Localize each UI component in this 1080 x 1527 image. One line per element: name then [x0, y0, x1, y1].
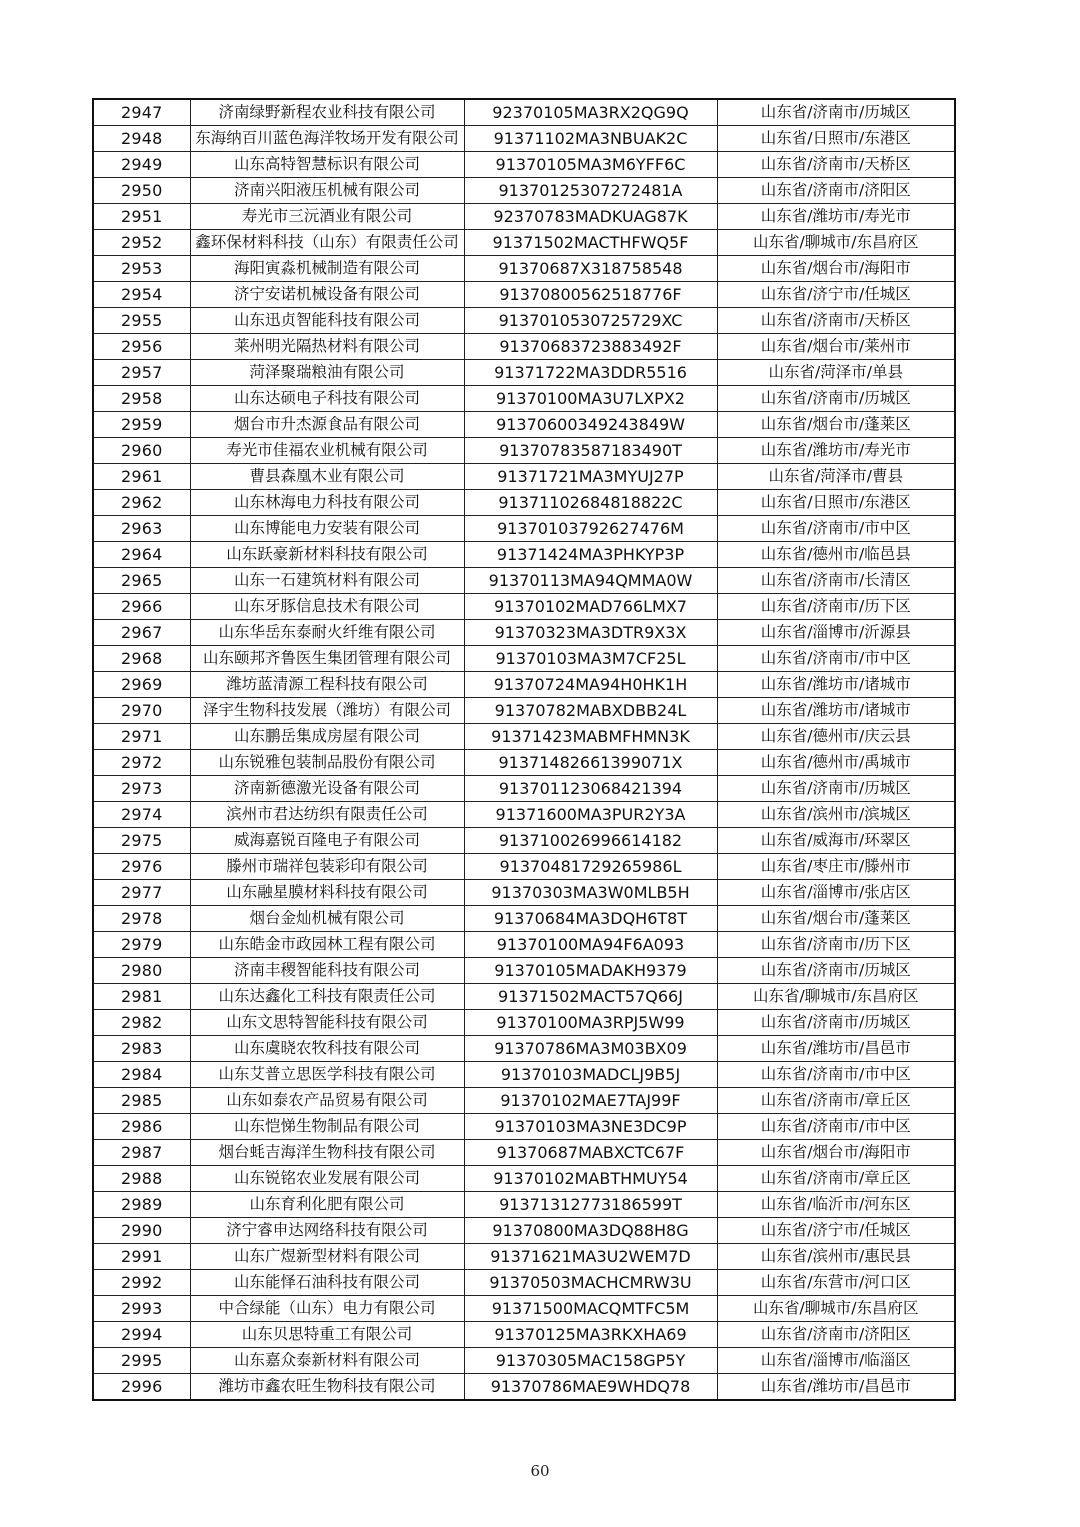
company-name-cell: 济宁安诺机械设备有限公司 [190, 282, 464, 308]
company-name-cell: 济南绿野新程农业科技有限公司 [190, 99, 464, 126]
credit-code-cell: 91370305MAC158GP5Y [464, 1348, 717, 1374]
company-name-cell: 山东皓金市政园林工程有限公司 [190, 932, 464, 958]
region-cell: 山东省/济南市/市中区 [717, 1062, 955, 1088]
table-row [93, 672, 955, 698]
table-row [93, 802, 955, 828]
credit-code-cell: 91370684MA3DQH6T8T [464, 906, 717, 932]
company-name-cell: 滨州市君达纺织有限责任公司 [190, 802, 464, 828]
serial-number-cell: 2965 [93, 568, 190, 594]
credit-code-cell: 91370105MA3M6YFF6C [464, 152, 717, 178]
serial-number-cell: 2985 [93, 1088, 190, 1114]
region-cell: 山东省/聊城市/东昌府区 [717, 1296, 955, 1322]
credit-code-cell: 91370683723883492F [464, 334, 717, 360]
credit-code-cell: 91370782MABXDBB24L [464, 698, 717, 724]
serial-number-cell: 2970 [93, 698, 190, 724]
serial-number-cell: 2972 [93, 750, 190, 776]
table-row [93, 334, 955, 360]
company-name-cell: 烟台金灿机械有限公司 [190, 906, 464, 932]
table-row [93, 126, 955, 152]
table-row [93, 1270, 955, 1296]
credit-code-cell: 92370105MA3RX2QG9Q [464, 99, 717, 126]
serial-number-cell: 2960 [93, 438, 190, 464]
table-row [93, 386, 955, 412]
serial-number-cell: 2962 [93, 490, 190, 516]
region-cell: 山东省/济南市/天桥区 [717, 308, 955, 334]
company-name-cell: 山东达硕电子科技有限公司 [190, 386, 464, 412]
company-name-cell: 菏泽聚瑞粮油有限公司 [190, 360, 464, 386]
table-row [93, 776, 955, 802]
region-cell: 山东省/德州市/庆云县 [717, 724, 955, 750]
serial-number-cell: 2969 [93, 672, 190, 698]
company-name-cell: 山东贝思特重工有限公司 [190, 1322, 464, 1348]
table-row [93, 308, 955, 334]
credit-code-cell: 91370125307272481A [464, 178, 717, 204]
region-cell: 山东省/烟台市/蓬莱区 [717, 906, 955, 932]
region-cell: 山东省/济南市/历城区 [717, 958, 955, 984]
company-name-cell: 寿光市佳福农业机械有限公司 [190, 438, 464, 464]
region-cell: 山东省/潍坊市/昌邑市 [717, 1036, 955, 1062]
company-name-cell: 山东颐邦齐鲁医生集团管理有限公司 [190, 646, 464, 672]
serial-number-cell: 2993 [93, 1296, 190, 1322]
serial-number-cell: 2961 [93, 464, 190, 490]
company-name-cell: 山东虞晓农牧科技有限公司 [190, 1036, 464, 1062]
serial-number-cell: 2989 [93, 1192, 190, 1218]
credit-code-cell: 91370100MA3U7LXPX2 [464, 386, 717, 412]
table-row [93, 412, 955, 438]
table-row [93, 1244, 955, 1270]
table-row [93, 152, 955, 178]
serial-number-cell: 2967 [93, 620, 190, 646]
credit-code-cell: 91371102684818822C [464, 490, 717, 516]
serial-number-cell: 2981 [93, 984, 190, 1010]
credit-code-cell: 91371722MA3DDR5516 [464, 360, 717, 386]
company-name-cell: 滕州市瑞祥包装彩印有限公司 [190, 854, 464, 880]
credit-code-cell: 91370100MA94F6A093 [464, 932, 717, 958]
company-name-cell: 山东华岳东泰耐火纤维有限公司 [190, 620, 464, 646]
table-row [93, 1088, 955, 1114]
serial-number-cell: 2979 [93, 932, 190, 958]
serial-number-cell: 2947 [93, 99, 190, 126]
table-row [93, 282, 955, 308]
credit-code-cell: 91370102MAE7TAJ99F [464, 1088, 717, 1114]
company-name-cell: 山东迅贞智能科技有限公司 [190, 308, 464, 334]
serial-number-cell: 2982 [93, 1010, 190, 1036]
table-row [93, 1114, 955, 1140]
serial-number-cell: 2948 [93, 126, 190, 152]
credit-code-cell: 91370125MA3RKXHA69 [464, 1322, 717, 1348]
serial-number-cell: 2951 [93, 204, 190, 230]
serial-number-cell: 2978 [93, 906, 190, 932]
table-row [93, 724, 955, 750]
serial-number-cell: 2976 [93, 854, 190, 880]
region-cell: 山东省/济南市/历下区 [717, 594, 955, 620]
region-cell: 山东省/济南市/长清区 [717, 568, 955, 594]
credit-code-cell: 91371600MA3PUR2Y3A [464, 802, 717, 828]
region-cell: 山东省/日照市/东港区 [717, 126, 955, 152]
credit-code-cell: 91370783587183490T [464, 438, 717, 464]
table-row [93, 880, 955, 906]
table-row [93, 646, 955, 672]
company-name-cell: 山东恺悌生物制品有限公司 [190, 1114, 464, 1140]
credit-code-cell: 91370481729265986L [464, 854, 717, 880]
region-cell: 山东省/淄博市/临淄区 [717, 1348, 955, 1374]
credit-code-cell: 91370105MADAKH9379 [464, 958, 717, 984]
region-cell: 山东省/济南市/历城区 [717, 99, 955, 126]
credit-code-cell: 91371002699661418​2 [464, 828, 717, 854]
company-name-cell: 海阳寅淼机械制造有限公司 [190, 256, 464, 282]
credit-code-cell: 91370103MA3NE3DC9P [464, 1114, 717, 1140]
credit-code-cell: 91370786MA3M03BX09 [464, 1036, 717, 1062]
table-row [93, 516, 955, 542]
table-row [93, 542, 955, 568]
company-name-cell: 山东高特智慧标识有限公司 [190, 152, 464, 178]
region-cell: 山东省/济南市/济阳区 [717, 178, 955, 204]
credit-code-cell: 91370113MA94QMMA0W [464, 568, 717, 594]
credit-code-cell: 91370800MA3DQ88H8G [464, 1218, 717, 1244]
region-cell: 山东省/济南市/天桥区 [717, 152, 955, 178]
serial-number-cell: 2954 [93, 282, 190, 308]
table-row [93, 464, 955, 490]
region-cell: 山东省/烟台市/海阳市 [717, 256, 955, 282]
company-name-cell: 山东牙豚信息技术有限公司 [190, 594, 464, 620]
serial-number-cell: 2949 [93, 152, 190, 178]
table-row [93, 1374, 955, 1401]
serial-number-cell: 2991 [93, 1244, 190, 1270]
table-row [93, 360, 955, 386]
region-cell: 山东省/济南市/市中区 [717, 516, 955, 542]
company-name-cell: 潍坊市鑫农旺生物科技有限公司 [190, 1374, 464, 1401]
region-cell: 山东省/聊城市/东昌府区 [717, 984, 955, 1010]
table-row [93, 204, 955, 230]
region-cell: 山东省/潍坊市/寿光市 [717, 204, 955, 230]
company-list-table [92, 98, 956, 1401]
table-row [93, 230, 955, 256]
company-name-cell: 山东林海电力科技有限公司 [190, 490, 464, 516]
credit-code-cell: 91370687MABXCTC67F [464, 1140, 717, 1166]
credit-code-cell: 91371721MA3MYUJ27P [464, 464, 717, 490]
company-name-cell: 寿光市三沅酒业有限公司 [190, 204, 464, 230]
credit-code-cell: 91370503MACHCMRW3U [464, 1270, 717, 1296]
serial-number-cell: 2966 [93, 594, 190, 620]
company-name-cell: 泽宇生物科技发展（潍坊）有限公司 [190, 698, 464, 724]
region-cell: 山东省/济南市/市中区 [717, 1114, 955, 1140]
company-name-cell: 山东如泰农产品贸易有限公司 [190, 1088, 464, 1114]
table-row [93, 1192, 955, 1218]
region-cell: 山东省/济南市/历城区 [717, 386, 955, 412]
region-cell: 山东省/烟台市/海阳市 [717, 1140, 955, 1166]
serial-number-cell: 2955 [93, 308, 190, 334]
company-name-cell: 山东跃豪新材料科技有限公司 [190, 542, 464, 568]
table-row [93, 99, 955, 126]
credit-code-cell: 91371500MACQMTFC5M [464, 1296, 717, 1322]
serial-number-cell: 2974 [93, 802, 190, 828]
credit-code-cell: 91370323MA3DTR9X3X [464, 620, 717, 646]
region-cell: 山东省/济宁市/任城区 [717, 1218, 955, 1244]
table-row [93, 1296, 955, 1322]
company-name-cell: 山东能怿石油科技有限公司 [190, 1270, 464, 1296]
table-row [93, 958, 955, 984]
credit-code-cell: 91370687X318758548 [464, 256, 717, 282]
serial-number-cell: 2990 [93, 1218, 190, 1244]
region-cell: 山东省/济南市/历城区 [717, 1010, 955, 1036]
credit-code-cell: 92370783MADKUAG87K [464, 204, 717, 230]
region-cell: 山东省/临沂市/河东区 [717, 1192, 955, 1218]
company-name-cell: 山东广煜新型材料有限公司 [190, 1244, 464, 1270]
region-cell: 山东省/德州市/禹城市 [717, 750, 955, 776]
region-cell: 山东省/济南市/章丘区 [717, 1088, 955, 1114]
table-row [93, 984, 955, 1010]
region-cell: 山东省/济南市/章丘区 [717, 1166, 955, 1192]
credit-code-cell: 91370112306842139​4 [464, 776, 717, 802]
serial-number-cell: 2995 [93, 1348, 190, 1374]
company-name-cell: 威海嘉锐百隆电子有限公司 [190, 828, 464, 854]
credit-code-cell: 91371621MA3U2WEM7D [464, 1244, 717, 1270]
company-name-cell: 山东嘉众泰新材料有限公司 [190, 1348, 464, 1374]
table-body [93, 99, 955, 1400]
region-cell: 山东省/威海市/环翠区 [717, 828, 955, 854]
table-row [93, 932, 955, 958]
company-name-cell: 鑫环保材料科技（山东）有限责任公司 [190, 230, 464, 256]
credit-code-cell: 91371502MACT57Q66J [464, 984, 717, 1010]
table-row [93, 490, 955, 516]
serial-number-cell: 2956 [93, 334, 190, 360]
company-name-cell: 曹县森凰木业有限公司 [190, 464, 464, 490]
serial-number-cell: 2988 [93, 1166, 190, 1192]
company-name-cell: 中合绿能（山东）电力有限公司 [190, 1296, 464, 1322]
region-cell: 山东省/济南市/历城区 [717, 776, 955, 802]
company-name-cell: 济宁睿申达网络科技有限公司 [190, 1218, 464, 1244]
region-cell: 山东省/淄博市/沂源县 [717, 620, 955, 646]
table-row [93, 178, 955, 204]
table-row [93, 1322, 955, 1348]
region-cell: 山东省/潍坊市/诸城市 [717, 672, 955, 698]
table-row [93, 828, 955, 854]
company-name-cell: 山东文思特智能科技有限公司 [190, 1010, 464, 1036]
company-name-cell: 山东锐铭农业发展有限公司 [190, 1166, 464, 1192]
company-name-cell: 济南兴阳液压机械有限公司 [190, 178, 464, 204]
serial-number-cell: 2983 [93, 1036, 190, 1062]
region-cell: 山东省/滨州市/惠民县 [717, 1244, 955, 1270]
region-cell: 山东省/东营市/河口区 [717, 1270, 955, 1296]
credit-code-cell: 91370100MA3RPJ5W99 [464, 1010, 717, 1036]
region-cell: 山东省/济南市/历下区 [717, 932, 955, 958]
region-cell: 山东省/潍坊市/昌邑市 [717, 1374, 955, 1401]
company-name-cell: 东海纳百川蓝色海洋牧场开发有限公司 [190, 126, 464, 152]
table-row [93, 1140, 955, 1166]
serial-number-cell: 2977 [93, 880, 190, 906]
credit-code-cell: 9137010530725729XC [464, 308, 717, 334]
company-name-cell: 山东融星膜材料科技有限公司 [190, 880, 464, 906]
serial-number-cell: 2980 [93, 958, 190, 984]
company-name-cell: 山东一石建筑材料有限公司 [190, 568, 464, 594]
company-name-cell: 山东达鑫化工科技有限责任公司 [190, 984, 464, 1010]
serial-number-cell: 2952 [93, 230, 190, 256]
table-row [93, 256, 955, 282]
credit-code-cell: 91371424MA3PHKYP3P [464, 542, 717, 568]
company-name-cell: 烟台蚝吉海洋生物科技有限公司 [190, 1140, 464, 1166]
region-cell: 山东省/菏泽市/单县 [717, 360, 955, 386]
region-cell: 山东省/菏泽市/曹县 [717, 464, 955, 490]
credit-code-cell: 91370786MAE9WHDQ78 [464, 1374, 717, 1401]
credit-code-cell: 91371102MA3NBUAK2C [464, 126, 717, 152]
region-cell: 山东省/烟台市/莱州市 [717, 334, 955, 360]
credit-code-cell: 91371502MACTHFWQ5F [464, 230, 717, 256]
region-cell: 山东省/淄博市/张店区 [717, 880, 955, 906]
company-name-cell: 山东锐雅包装制品股份有限公司 [190, 750, 464, 776]
serial-number-cell: 2964 [93, 542, 190, 568]
table-row [93, 568, 955, 594]
region-cell: 山东省/日照市/东港区 [717, 490, 955, 516]
credit-code-cell: 91371312773186599T [464, 1192, 717, 1218]
serial-number-cell: 2975 [93, 828, 190, 854]
company-name-cell: 莱州明光隔热材料有限公司 [190, 334, 464, 360]
region-cell: 山东省/潍坊市/诸城市 [717, 698, 955, 724]
table-row [93, 750, 955, 776]
company-name-cell: 山东育利化肥有限公司 [190, 1192, 464, 1218]
serial-number-cell: 2996 [93, 1374, 190, 1401]
serial-number-cell: 2994 [93, 1322, 190, 1348]
company-name-cell: 山东艾普立思医学科技有限公司 [190, 1062, 464, 1088]
region-cell: 山东省/潍坊市/寿光市 [717, 438, 955, 464]
region-cell: 山东省/枣庄市/滕州市 [717, 854, 955, 880]
serial-number-cell: 2973 [93, 776, 190, 802]
region-cell: 山东省/德州市/临邑县 [717, 542, 955, 568]
serial-number-cell: 2987 [93, 1140, 190, 1166]
serial-number-cell: 2957 [93, 360, 190, 386]
region-cell: 山东省/滨州市/滨城区 [717, 802, 955, 828]
credit-code-cell: 91370103792627476M [464, 516, 717, 542]
table-row [93, 698, 955, 724]
table-row [93, 1010, 955, 1036]
serial-number-cell: 2963 [93, 516, 190, 542]
credit-code-cell: 91370103MA3M7CF25L [464, 646, 717, 672]
company-name-cell: 烟台市升杰源食品有限公司 [190, 412, 464, 438]
serial-number-cell: 2992 [93, 1270, 190, 1296]
region-cell: 山东省/烟台市/蓬莱区 [717, 412, 955, 438]
serial-number-cell: 2971 [93, 724, 190, 750]
table-row [93, 1348, 955, 1374]
table-row [93, 1218, 955, 1244]
table-row [93, 906, 955, 932]
serial-number-cell: 2968 [93, 646, 190, 672]
region-cell: 山东省/聊城市/东昌府区 [717, 230, 955, 256]
credit-code-cell: 91371482661399071X [464, 750, 717, 776]
page-number: 60 [530, 1462, 550, 1480]
credit-code-cell: 91370600349243849W [464, 412, 717, 438]
credit-code-cell: 91370724MA94H0HK1H [464, 672, 717, 698]
credit-code-cell: 91370800562518776F [464, 282, 717, 308]
region-cell: 山东省/济南市/济阳区 [717, 1322, 955, 1348]
serial-number-cell: 2959 [93, 412, 190, 438]
credit-code-cell: 91370103MADCLJ9B5J [464, 1062, 717, 1088]
company-name-cell: 济南新德激光设备有限公司 [190, 776, 464, 802]
serial-number-cell: 2950 [93, 178, 190, 204]
company-name-cell: 潍坊蓝清源工程科技有限公司 [190, 672, 464, 698]
table-row [93, 1036, 955, 1062]
region-cell: 山东省/济宁市/任城区 [717, 282, 955, 308]
table-row [93, 594, 955, 620]
credit-code-cell: 91370303MA3W0MLB5H [464, 880, 717, 906]
company-name-cell: 山东鹏岳集成房屋有限公司 [190, 724, 464, 750]
serial-number-cell: 2958 [93, 386, 190, 412]
region-cell: 山东省/济南市/市中区 [717, 646, 955, 672]
credit-code-cell: 91371423MABMFHMN3K [464, 724, 717, 750]
serial-number-cell: 2984 [93, 1062, 190, 1088]
table-row [93, 1166, 955, 1192]
credit-code-cell: 91370102MABTHMUY54 [464, 1166, 717, 1192]
table-row [93, 1062, 955, 1088]
company-name-cell: 济南丰稷智能科技有限公司 [190, 958, 464, 984]
credit-code-cell: 91370102MAD766LMX7 [464, 594, 717, 620]
table-row [93, 854, 955, 880]
table-row [93, 438, 955, 464]
serial-number-cell: 2953 [93, 256, 190, 282]
serial-number-cell: 2986 [93, 1114, 190, 1140]
table-row [93, 620, 955, 646]
company-name-cell: 山东博能电力安装有限公司 [190, 516, 464, 542]
